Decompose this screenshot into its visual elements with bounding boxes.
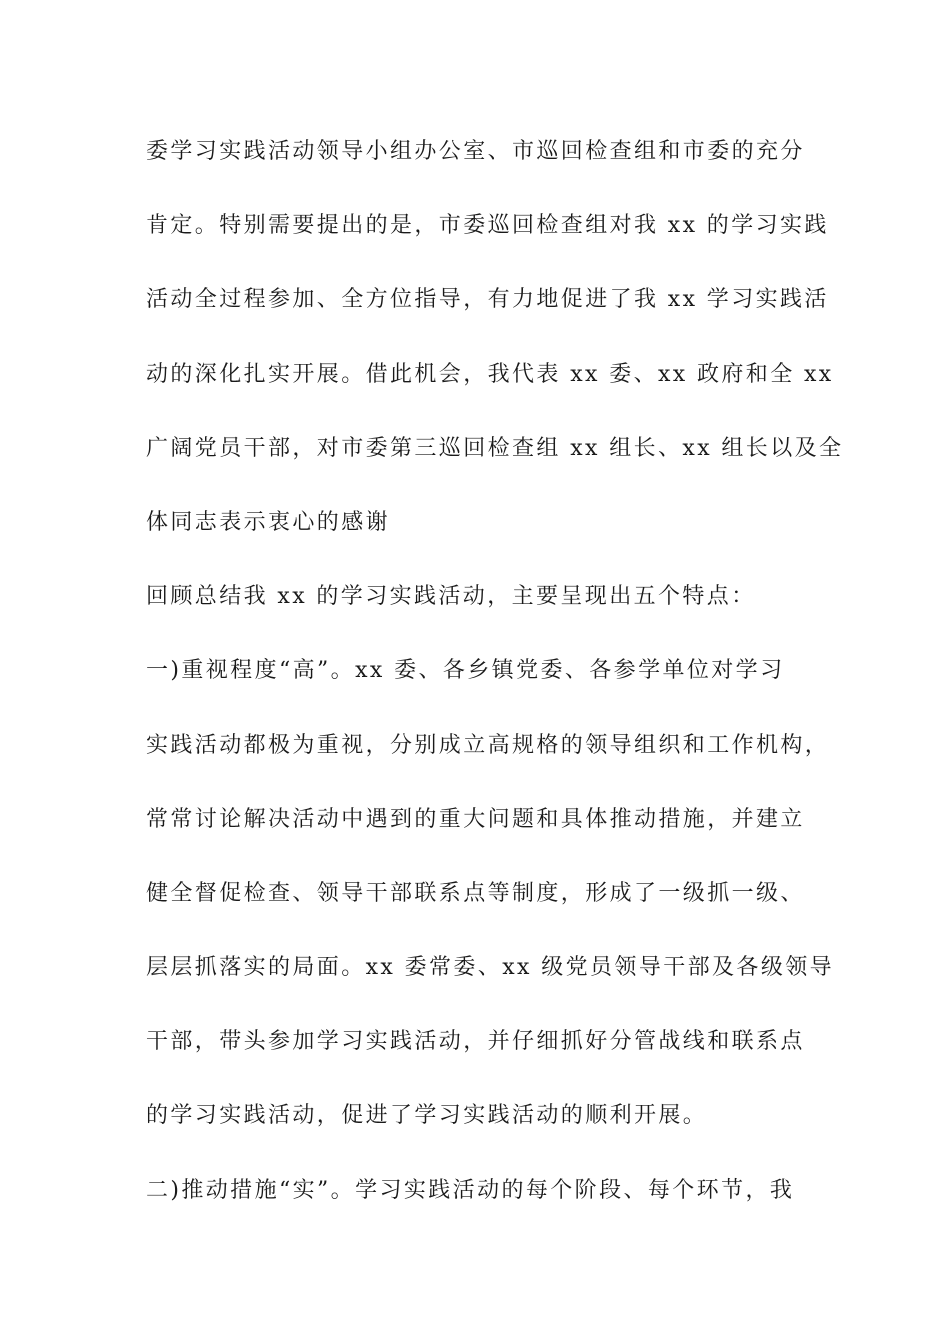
- text-line: 健全督促检查、领导干部联系点等制度，形成了一级抓一级、: [146, 880, 805, 906]
- text-line: 动的深化扎实开展。借此机会，我代表 xx 委、xx 政府和全 xx: [146, 361, 834, 387]
- text-line: 实践活动都极为重视，分别成立高规格的领导组织和工作机构，: [146, 732, 830, 758]
- text-line: 委学习实践活动领导小组办公室、市巡回检查组和市委的充分: [146, 139, 805, 164]
- text-line: 肯定。特别需要提出的是，市委巡回检查组对我 xx 的学习实践: [146, 213, 829, 239]
- text-line: 层层抓落实的局面。xx 委常委、xx 级党员领导干部及各级领导: [146, 955, 835, 981]
- text-line: 体同志表示衷心的感谢: [146, 509, 391, 535]
- text-line: 干部，带头参加学习实践活动，并仔细抓好分管战线和联系点: [146, 1029, 805, 1055]
- text-line: 一)重视程度“高”。xx 委、各乡镇党委、各参学单位对学习: [146, 658, 785, 684]
- text-line: 回顾总结我 xx 的学习实践活动，主要呈现出五个特点：: [146, 584, 756, 610]
- text-line: 广阔党员干部，对市委第三巡回检查组 xx 组长、xx 组长以及全: [146, 435, 844, 461]
- text-line: 活动全过程参加、全方位指导，有力地促进了我 xx 学习实践活: [146, 287, 829, 313]
- text-line: 常常讨论解决活动中遇到的重大问题和具体推动措施，并建立: [146, 806, 805, 832]
- text-line: 的学习实践活动，促进了学习实践活动的顺利开展。: [146, 1103, 708, 1129]
- document-body: [146, 132, 844, 1245]
- text-line: 二)推动措施“实”。学习实践活动的每个阶段、每个环节，我: [146, 1177, 795, 1203]
